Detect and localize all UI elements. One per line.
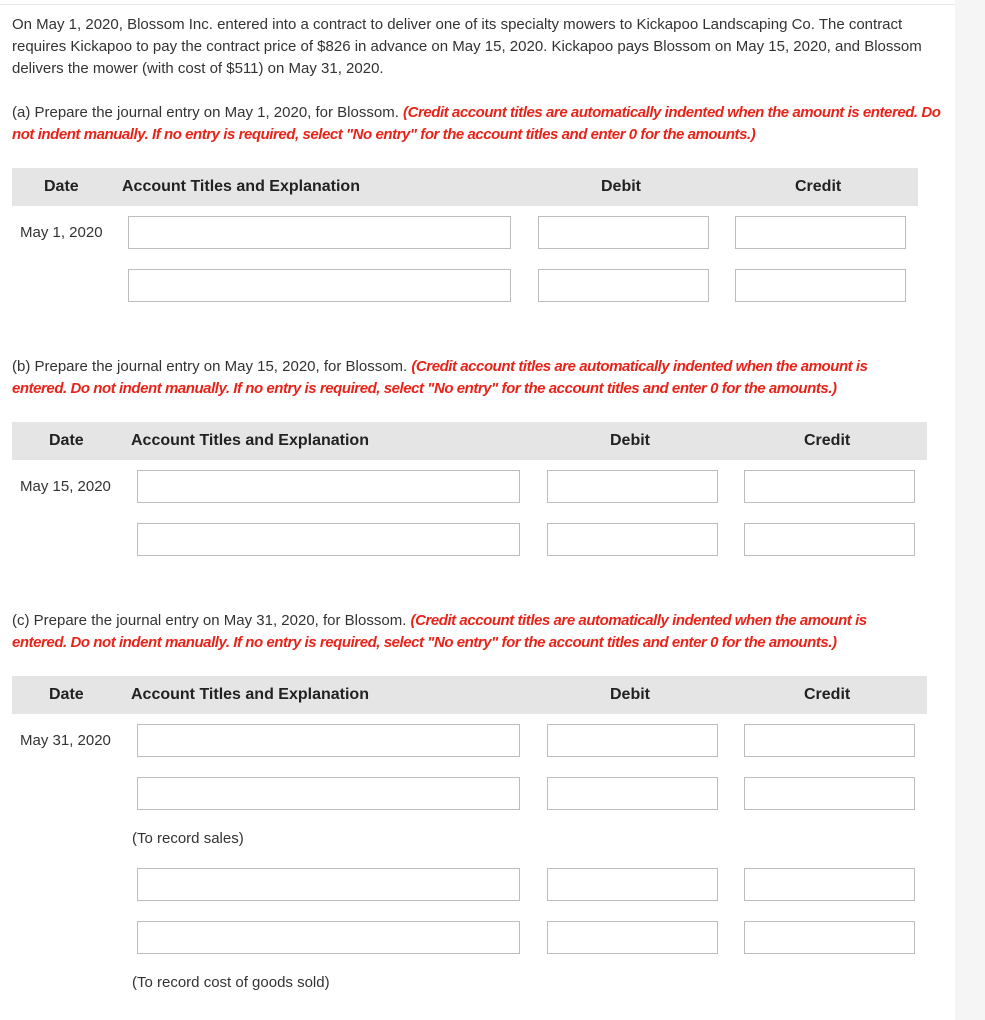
credit-input-a2[interactable]	[735, 269, 906, 302]
account-title-input-c2[interactable]	[137, 777, 520, 810]
question-b-instruction: (Credit account titles are automatically indented when the amount is entered. Do not indent manually. If no entry is required, select "No entry" for the account titles and enter 0 for the amounts.)	[12, 358, 868, 397]
header-debit: Debit	[601, 178, 641, 195]
question-c	[12, 610, 892, 654]
header-date: Date	[49, 432, 84, 449]
account-title-input-c3[interactable]	[137, 868, 520, 901]
question-a	[12, 102, 947, 146]
debit-input-c4[interactable]	[547, 921, 718, 954]
header-date: Date	[49, 686, 84, 703]
header-account: Account Titles and Explanation	[131, 432, 369, 449]
account-title-input-a1[interactable]	[128, 216, 511, 249]
journal-header-c	[12, 676, 927, 714]
journal-header-b	[12, 422, 927, 460]
top-divider	[0, 4, 955, 5]
debit-input-c2[interactable]	[547, 777, 718, 810]
account-title-input-b1[interactable]	[137, 470, 520, 503]
right-gutter	[955, 0, 985, 1020]
account-title-input-a2[interactable]	[128, 269, 511, 302]
entry-date-b: May 15, 2020	[20, 478, 111, 495]
credit-input-c2[interactable]	[744, 777, 915, 810]
entry-date-c: May 31, 2020	[20, 732, 111, 749]
header-credit: Credit	[804, 686, 851, 703]
debit-input-b1[interactable]	[547, 470, 718, 503]
credit-input-b1[interactable]	[744, 470, 915, 503]
problem-statement: On May 1, 2020, Blossom Inc. entered into a contract to deliver one of its specialty mowers to Kickapoo Landscaping Co. The contract requires Kickapoo to pay the contract price of $826 in advance on May 15, 2020. Kickapoo pays Blossom on May 15, 2020, and Blossom delivers the mower (with cost of $511) on May 31, 2020.	[12, 16, 922, 77]
debit-input-a2[interactable]	[538, 269, 709, 302]
credit-input-c1[interactable]	[744, 724, 915, 757]
explanation-note-cogs: (To record cost of goods sold)	[132, 974, 330, 991]
question-a-instruction: (Credit account titles are automatically indented when the amount is entered. Do not indent manually. If no entry is required, select "No entry" for the account titles and enter 0 for the amounts.)	[12, 104, 941, 143]
credit-input-b2[interactable]	[744, 523, 915, 556]
header-credit: Credit	[795, 178, 842, 195]
header-debit: Debit	[610, 432, 650, 449]
account-title-input-c4[interactable]	[137, 921, 520, 954]
journal-header-a	[12, 168, 918, 206]
debit-input-a1[interactable]	[538, 216, 709, 249]
credit-input-c3[interactable]	[744, 868, 915, 901]
question-c-label: (c) Prepare the journal entry on May 31, 2020, for Blossom.	[12, 612, 407, 629]
debit-input-b2[interactable]	[547, 523, 718, 556]
entry-date-a: May 1, 2020	[20, 224, 103, 241]
question-b-label: (b) Prepare the journal entry on May 15, 2020, for Blossom.	[12, 358, 408, 375]
question-a-label: (a) Prepare the journal entry on May 1, 2020, for Blossom.	[12, 104, 399, 121]
header-credit: Credit	[804, 432, 851, 449]
credit-input-a1[interactable]	[735, 216, 906, 249]
header-debit: Debit	[610, 686, 650, 703]
explanation-note-sales: (To record sales)	[132, 830, 244, 847]
account-title-input-c1[interactable]	[137, 724, 520, 757]
credit-input-c4[interactable]	[744, 921, 915, 954]
debit-input-c3[interactable]	[547, 868, 718, 901]
header-date: Date	[44, 178, 79, 195]
header-account: Account Titles and Explanation	[131, 686, 369, 703]
account-title-input-b2[interactable]	[137, 523, 520, 556]
question-b	[12, 356, 892, 400]
question-c-instruction: (Credit account titles are automatically indented when the amount is entered. Do not indent manually. If no entry is required, select "No entry" for the account titles and enter 0 for the amounts.)	[12, 612, 867, 651]
header-account: Account Titles and Explanation	[122, 178, 360, 195]
debit-input-c1[interactable]	[547, 724, 718, 757]
